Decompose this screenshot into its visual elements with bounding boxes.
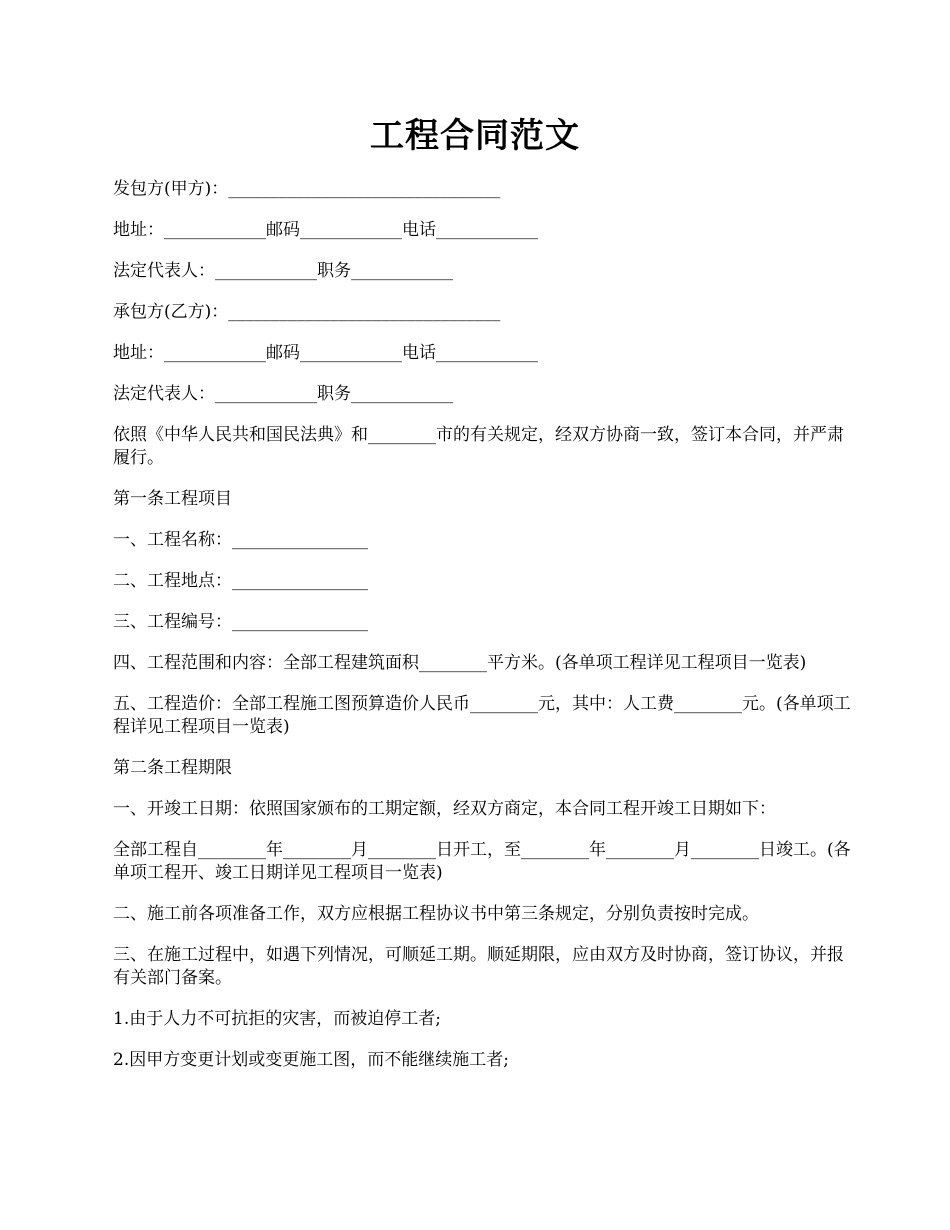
extension-item-2: 2.因甲方变更计划或变更施工图，而不能继续施工者; bbox=[113, 1050, 509, 1070]
project-location-line: 二、工程地点：________________ bbox=[113, 571, 368, 591]
extension-paragraph: 三、在施工过程中，如遇下列情况，可顺延工期。顺延期限，应由双方及时协商，签订协议，并报有关部门备案。 bbox=[113, 945, 844, 988]
schedule-date-fill-paragraph: 全部工程自________年________月________日开工，至________年________月________日竣工。(各单项工程开、竣工日期详见工程项目一览表) bbox=[113, 840, 851, 883]
party-b-line: 承包方(乙方)：________________________________ bbox=[113, 302, 501, 322]
schedule-dates-paragraph: 一、开竣工日期：依照国家颁布的工期定额，经双方商定，本合同工程开竣工日期如下： bbox=[113, 799, 776, 819]
preparation-paragraph: 二、施工前各项准备工作，双方应根据工程协议书中第三条规定，分别负责按时完成。 bbox=[113, 904, 759, 924]
project-cost-paragraph: 五、工程造价：全部工程施工图预算造价人民币________元，其中：人工费________元。(各单项工程详见工程项目一览表) bbox=[113, 694, 851, 737]
extension-item-1: 1.由于人力不可抗拒的灾害，而被迫停工者; bbox=[113, 1009, 441, 1029]
party-b-representative-line: 法定代表人：____________职务____________ bbox=[113, 384, 453, 404]
article-2-heading: 第二条工程期限 bbox=[113, 758, 232, 778]
party-a-line: 发包方(甲方)：________________________________ bbox=[113, 179, 501, 199]
project-scope-paragraph: 四、工程范围和内容：全部工程建筑面积________平方米。(各单项工程详见工程项目一览表) bbox=[113, 653, 807, 673]
party-a-address-line: 地址：____________邮码____________电话____________ bbox=[113, 220, 538, 240]
project-name-line: 一、工程名称：________________ bbox=[113, 530, 368, 550]
party-a-representative-line: 法定代表人：____________职务____________ bbox=[113, 261, 453, 281]
preamble-paragraph: 依照《中华人民共和国民法典》和________市的有关规定，经双方协商一致，签订本合同，并严肃履行。 bbox=[113, 425, 844, 468]
party-b-address-line: 地址：____________邮码____________电话____________ bbox=[113, 343, 538, 363]
document-body bbox=[113, 178, 853, 1090]
project-number-line: 三、工程编号：________________ bbox=[113, 612, 368, 632]
article-1-heading: 第一条工程项目 bbox=[113, 489, 232, 509]
document-title: 工程合同范文 bbox=[370, 116, 580, 156]
